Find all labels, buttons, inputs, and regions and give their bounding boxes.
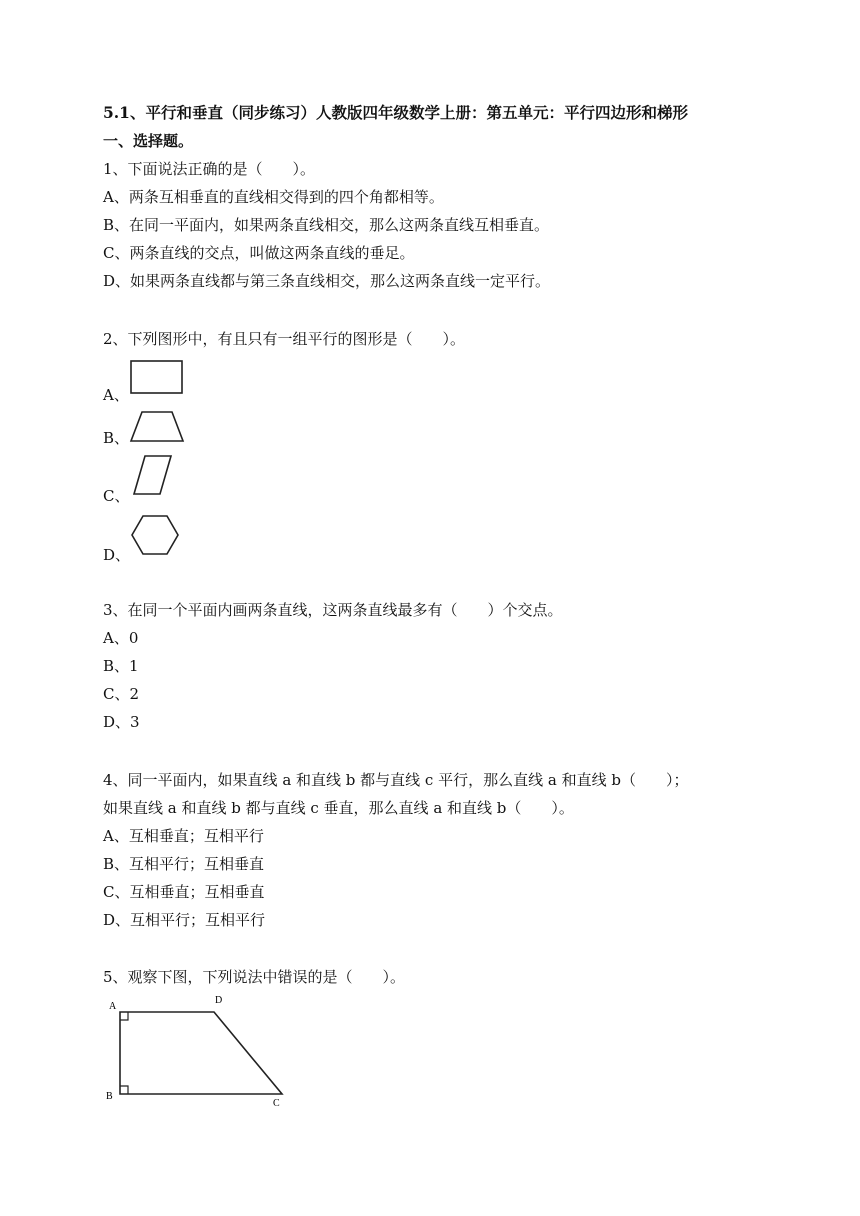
- q3-option-c: C、2: [103, 685, 140, 703]
- q5-stem: 5、观察下图，下列说法中错误的是（ ）。: [103, 968, 406, 986]
- vertex-label-b: B: [106, 1091, 113, 1102]
- vertex-label-c: C: [273, 1098, 280, 1109]
- q3-option-d: D、3: [103, 713, 140, 731]
- right-trapezoid-figure: [100, 992, 300, 1110]
- q2-option-c-label: C、: [103, 487, 130, 505]
- q4-option-b: B、互相平行；互相垂直: [103, 855, 265, 873]
- vertex-label-a: A: [109, 1001, 117, 1012]
- q4-option-c: C、互相垂直；互相垂直: [103, 883, 265, 901]
- q1-option-b: B、在同一平面内，如果两条直线相交，那么这两条直线互相垂直。: [103, 216, 550, 234]
- section-heading: 一、选择题。: [103, 132, 194, 150]
- trapezoid-icon: [128, 409, 188, 445]
- q3-stem: 3、在同一个平面内画两条直线，这两条直线最多有（ ）个交点。: [103, 601, 563, 619]
- rectangle-icon: [128, 359, 186, 397]
- q2-option-a-label: A、: [103, 386, 129, 404]
- right-angle-mark-a: [120, 1012, 128, 1020]
- q1-stem: 1、下面说法正确的是（ ）。: [103, 160, 316, 178]
- q4-option-a: A、互相垂直；互相平行: [103, 827, 264, 845]
- vertex-label-d: D: [215, 995, 223, 1006]
- q2-option-d-label: D、: [103, 546, 131, 564]
- hexagon-icon: [128, 513, 182, 559]
- parallelogram-icon: [128, 452, 178, 500]
- trapezoid-outline: [120, 1012, 282, 1094]
- document-title: 5.1、平行和垂直（同步练习）人教版四年级数学上册：第五单元：平行四边形和梯形: [103, 103, 688, 122]
- q1-option-c: C、两条直线的交点，叫做这两条直线的垂足。: [103, 244, 415, 262]
- q4-option-d: D、互相平行；互相平行: [103, 911, 266, 929]
- q3-option-a: A、0: [103, 629, 139, 647]
- q4-stem-line1: 4、同一平面内，如果直线 a 和直线 b 都与直线 c 平行，那么直线 a 和直线 b（ ）；: [103, 771, 689, 789]
- q1-option-a: A、两条互相垂直的直线相交得到的四个角都相等。: [103, 188, 444, 206]
- q1-option-d: D、如果两条直线都与第三条直线相交，那么这两条直线一定平行。: [103, 272, 551, 290]
- right-angle-mark-b: [120, 1086, 128, 1094]
- q4-stem-line2: 如果直线 a 和直线 b 都与直线 c 垂直，那么直线 a 和直线 b（ ）。: [103, 799, 574, 817]
- q2-stem: 2、下列图形中，有且只有一组平行的图形是（ ）。: [103, 330, 466, 348]
- q2-option-b-label: B、: [103, 429, 130, 447]
- q3-option-b: B、1: [103, 657, 139, 675]
